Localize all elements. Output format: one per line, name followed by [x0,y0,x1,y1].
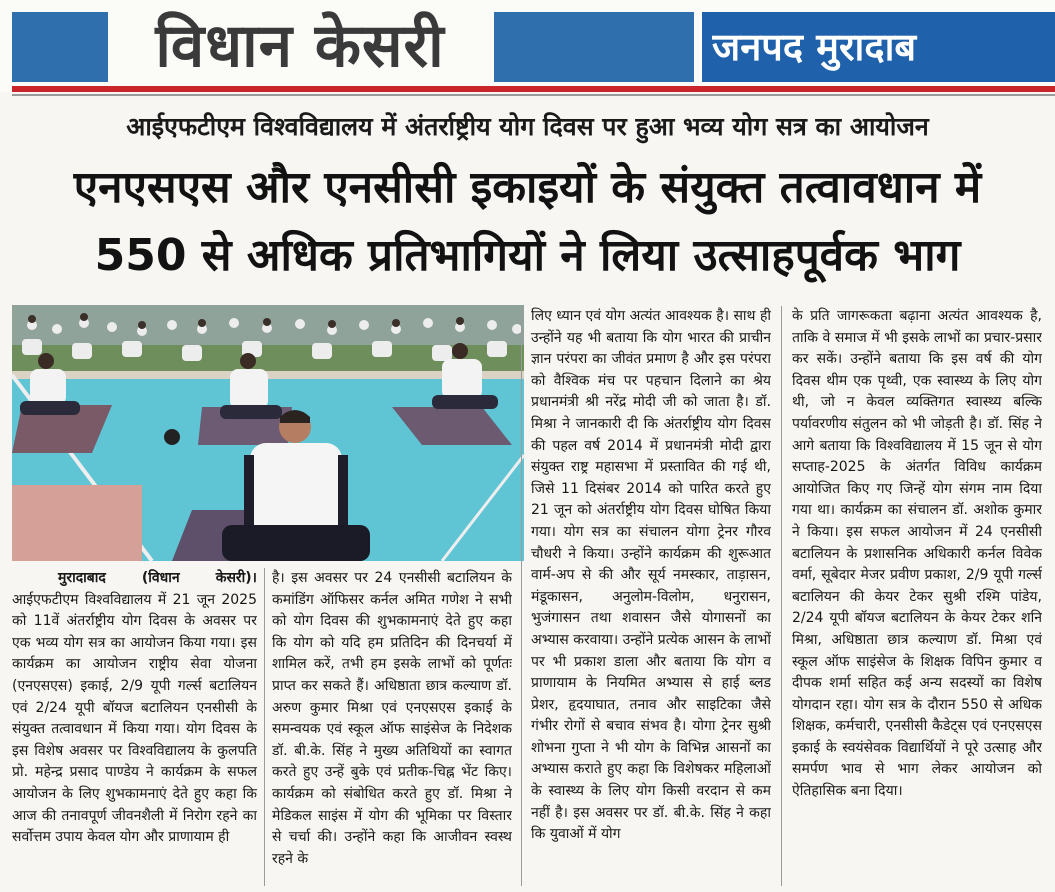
article-column-1-text: आईएफटीएम विश्वविद्यालय में 21 जून 2025 को 11वें अंतर्राष्ट्रीय योग दिवस के अवसर पर एक भव्य योग सत्र का आयोजन किया गया। इस कार्यक्रम का आयोजन राष्ट्रीय सेवा योजना (एनएसएस) इकाई, 2/9 यूपी गर्ल्स बटालियन एवं 2/24 यूपी बॉयज बटालियन एनसीसी के संयुक्त तत्वावधान में किया गया। योग दिवस के इस विशेष अवसर पर विश्वविद्यालय के कुलपति प्रो. महेन्द्र प्रसाद पाण्डेय ने कार्यक्रम के सफल आयोजन के लिए शुभकामनाएं देते हुए कहा कि आज की तनावपूर्ण जीवनशैली में निरोग रहने का सर्वोत्तम उपाय केवल योग और प्राणायाम ही [12,591,257,846]
article-column-2-text: है। इस अवसर पर 24 एनसीसी बटालियन के कमांडिंग ऑफिसर कर्नल अमित गणेश ने सभी को योग दिवस की शुभकामनाएं देते हुए कहा कि योग को यदि हम प्रतिदिन की दिनचर्या में शामिल करें, तभी हम इसके लाभों को पूर्णतः प्राप्त कर सकते हैं। अधिष्ठाता छात्र कल्याण डॉ. अरुण कुमार मिश्रा एवं एनएसएस इकाई के समन्वयक एवं स्कूल ऑफ साइंसेज के निदेशक डॉ. बी.के. सिंह ने मुख्य अतिथियों का स्वागत करते हुए उन्हें बुके एवं प्रतीक-चिह्न भेंट किए। कार्यक्रम को संबोधित करते हुए डॉ. मिश्रा ने मेडिकल साइंस में योग की भूमिका पर विस्तार से चर्चा की। उन्होंने कहा कि आजीवन स्वस्थ रहने के [272,570,512,867]
article-column-2 [272,568,512,886]
yoga-photo-illustration [12,305,524,561]
column-divider-3 [781,306,782,886]
article-column-4-text: के प्रति जागरूकता बढ़ाना अत्यंत आवश्यक है, ताकि वे समाज में भी इसके लाभों का प्रचार-प्रसार कर सकें। उन्होंने बताया कि इस वर्ष की योग दिवस थीम एक पृथ्वी, एक स्वास्थ्य के लिए योग थी, जो न केवल व्यक्तिगत स्वास्थ्य बल्कि पर्यावरणीय संतुलन को भी जोड़ती है। डॉ. सिंह ने आगे बताया कि विश्वविद्यालय में 15 जून से योग सप्ताह-2025 के अंतर्गत विविध कार्यक्रम आयोजित किए गए जिन्हें योग संगम नाम दिया गया था। कार्यक्रम का संचालन डॉ. अशोक कुमार ने किया। इस सफल आयोजन में 24 एनसीसी बटालियन के प्रशासनिक अधिकारी कर्नल विवेक वर्मा, सूबेदार मेजर प्रवीण प्रकाश, 2/9 यूपी गर्ल्स बटालियन की केयर टेकर सुश्री रश्मि पांडेय, 2/24 यूपी बॉयज बटालियन के केयर टेकर शनि मिश्रा, अधिष्ठाता छात्र कल्याण डॉ. मिश्रा एवं स्कूल ऑफ साइंसेज के शिक्षक विपिन कुमार व दीपक शर्मा सहित कई अन्य सदस्यों का विशेष योगदान रहा। योग सत्र के दौरान 550 से अधिक शिक्षक, कर्मचारी, एनसीसी कैडेट्स एवं एनएसएस इकाई के स्वयंसेवक विद्यार्थियों ने पूरे उत्साह और समर्पण भाव से भाग लेकर आयोजन को ऐतिहासिक बना दिया। [792,308,1042,800]
article-kicker: आईएफटीएम विश्वविद्यालय में अंतर्राष्ट्रीय योग दिवस पर हुआ भव्य योग सत्र का आयोजन [126,112,929,141]
masthead-rule-red [12,86,1055,92]
headline-line-1: एनएसएस और एनसीसी इकाइयों के संयुक्त तत्वावधान में [73,162,982,213]
newspaper-title: विधान केसरी [155,11,445,81]
article-column-1 [12,568,257,886]
masthead-rule-grey [12,94,1055,96]
article-column-4 [792,306,1042,886]
news-photo-yoga-session [12,305,524,561]
masthead-middle-bar [494,12,694,82]
edition-label: जनपद मुरादाब [712,25,917,69]
masthead [0,0,1055,92]
masthead-left-bar [12,12,108,82]
column-divider-2 [521,306,522,886]
column-divider-1 [264,568,265,886]
headline-line-2: 550 से अधिक प्रतिभागियों ने लिया उत्साहपूर्वक भाग [94,230,961,281]
article-column-3-text: लिए ध्यान एवं योग अत्यंत आवश्यक है। साथ ही उन्होंने यह भी बताया कि योग भारत की प्राचीन ज्ञान परंपरा का जीवंत प्रमाण है और इस परंपरा को वैश्विक मंच पर पहचान दिलाने का श्रेय प्रधानमंत्री श्री नरेंद्र मोदी जी को जाता है। डॉ. मिश्रा ने जानकारी दी कि अंतर्राष्ट्रीय योग दिवस की पहल वर्ष 2014 में प्रधानमंत्री मोदी द्वारा संयुक्त राष्ट्र महासभा में प्रस्तावित की गई थी, जिसे 11 दिसंबर 2014 को पारित करते हुए 21 जून को अंतर्राष्ट्रीय योग दिवस घोषित किया गया। योग सत्र का संचालन योगा ट्रेनर गौरव चौधरी ने किया। उन्होंने कार्यक्रम की शुरूआत वार्म-अप से की और सूर्य नमस्कार, ताड़ासन, मंडूकासन, अनुलोम-विलोम, धनुरासन, भुजंगासन तथा शवासन जैसे योगासनों का अभ्यास करवाया। उन्होंने प्रत्येक आसन के लाभों पर भी प्रकाश डाला और बताया कि योग व प्राणायाम के नियमित अभ्यास से हाई ब्लड प्रेशर, हृदयाघात, तनाव और साइटिका जैसे गंभीर रोगों से बचाव संभव है। योगा ट्रेनर सुश्री शोभना गुप्ता ने भी योग के विभिन्न आसनों का अभ्यास कराते हुए कहा कि विशेषकर महिलाओं के स्वास्थ्य के लिए योग किसी वरदान से कम नहीं है। इस अवसर पर डॉ. बी.के. सिंह ने कहा कि युवाओं में योग [531,308,771,843]
article-headline [12,154,1043,294]
article-column-3 [531,306,771,886]
article-dateline: मुरादाबाद (विधान केसरी)। [58,570,257,586]
